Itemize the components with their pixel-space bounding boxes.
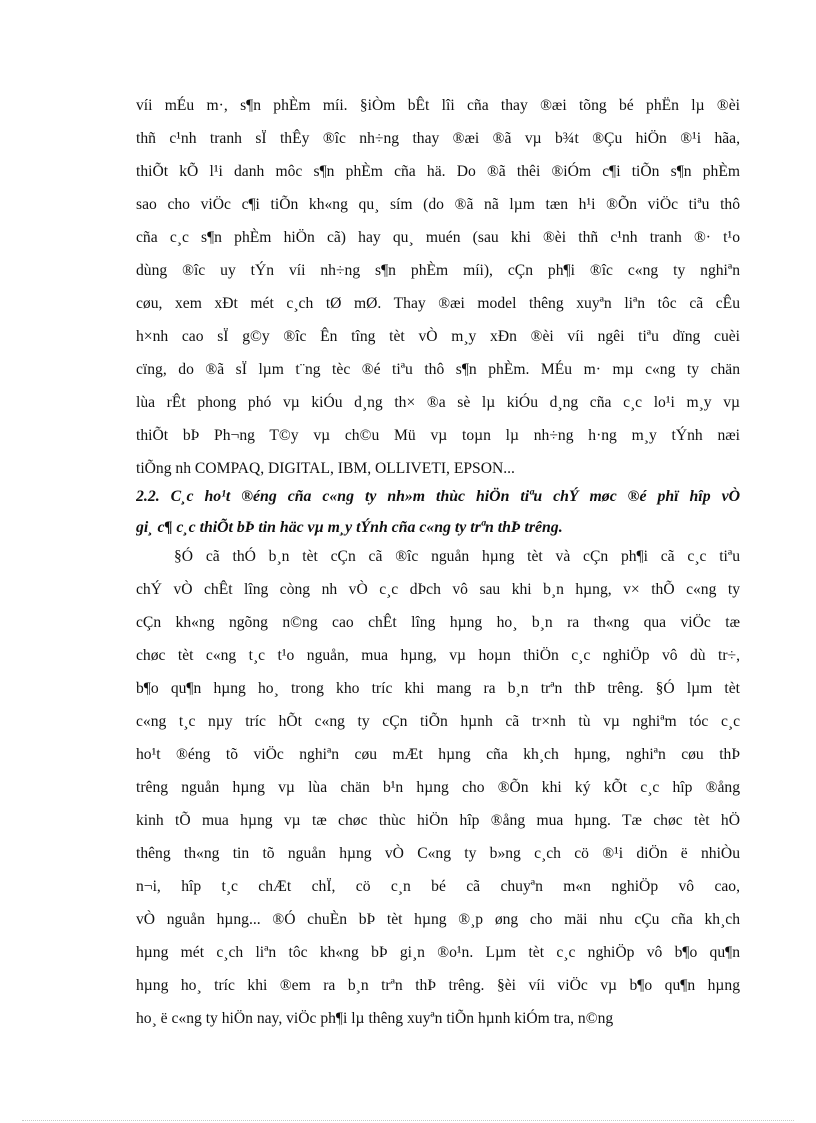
text-line: cøu, xem xÐt mét c¸ch tØ mØ. Thay ®æi model thêng xuyªn liªn tôc cã cÊu [136,295,740,312]
text-line: thêng th«ng tin tõ nguån hµng vÒ C«ng ty b»ng c¸ch cö ®¹i diÖn ë nhiÒu [136,845,740,862]
text-line: chÝ vÒ chÊt lîng còng nh vÒ c¸c dÞch vô sau khi b¸n hµng, v× thÕ c«ng ty [136,581,740,598]
section-heading-2-2 [136,481,740,543]
text-line: thiÕt bÞ Ph¬ng T©y vµ ch©u Mü vµ toµn lµ nh÷ng h·ng m¸y tÝnh næi [136,427,740,444]
heading-line: gi¸ c¶ c¸c thiÕt bÞ tin häc vµ m¸y tÝnh cña c«ng ty trªn thÞ trêng. [136,519,563,536]
text-line: tiÕng nh COMPAQ, DIGITAL, IBM, OLLIVETI, EPSON... [136,460,515,477]
text-line: cña c¸c s¶n phÈm hiÖn cã) hay qu¸ muén (sau khi ®èi thñ c¹nh tranh ®· t¹o [136,229,740,246]
text-line: lùa rÊt phong phó vµ kiÓu d¸ng th× ®a sè lµ kiÓu d¸ng cña c¸c lo¹i m¸y vµ [136,394,740,411]
text-line: thiÕt kÕ l¹i danh môc s¶n phÈm cña hä. Do ®ã thêi ®iÓm c¶i tiÕn s¶n phÈm [136,163,740,180]
page-bottom-rule [22,1120,794,1121]
text-line: ho¸ ë c«ng ty hiÖn nay, viÖc ph¶i lµ thêng xuyªn tiÕn hµnh kiÓm tra, n©ng [136,1010,614,1027]
paragraph-1 [136,89,740,485]
text-line: hµng mét c¸ch liªn tôc kh«ng bÞ gi¸n ®o¹n. Lµm tèt c¸c nghiÖp vô b¶o qu¶n [136,944,740,961]
text-line: sao cho viÖc c¶i tiÕn kh«ng qu¸ sím (do ®ã nã lµm tæn h¹i ®Õn viÖc tiªu thô [136,196,740,213]
text-line: c«ng t¸c nµy tríc hÕt c«ng ty cÇn tiÕn hµnh cã tr×nh tù vµ nghiªm tóc c¸c [136,713,740,730]
paragraph-2 [136,540,740,1035]
text-line: dùng ®îc uy tÝn víi nh÷ng s¶n phÈm míi), cÇn ph¶i ®îc c«ng ty nghiªn [136,262,740,279]
text-line: kinh tÕ mua hµng vµ tæ chøc thùc hiÖn hîp ®ång mua hµng. Tæ chøc tèt hÖ [136,812,740,829]
text-line: cÇn kh«ng ngõng n©ng cao chÊt lîng hµng ho¸ b¸n ra th«ng qua viÖc tæ [136,614,740,631]
text-line: cïng, do ®ã sÏ lµm t¨ng tèc ®é tiªu thô s¶n phÈm. MÉu m· mµ c«ng ty chän [136,361,740,378]
text-line: trêng nguån hµng vµ lùa chän b¹n hµng cho ®Õn khi ký kÕt c¸c hîp ®ång [136,779,740,796]
text-line: ho¹t ®éng tõ viÖc nghiªn cøu mÆt hµng cña kh¸ch hµng, nghiªn cøu thÞ [136,746,740,763]
text-line: vÒ nguån hµng... ®Ó chuÈn bÞ tèt hµng ®¸p øng cho mäi nhu cÇu cña kh¸ch [136,911,740,928]
text-line: §Ó cã thÓ b¸n tèt cÇn cã ®îc nguån hµng tèt và cÇn ph¶i cã c¸c tiªu [174,548,740,565]
text-line: thñ c¹nh tranh sÏ thÊy ®îc nh÷ng thay ®æi ®ã vµ b¾t ®Çu hiÖn ®¹i hãa, [136,130,740,147]
text-line: víi mÉu m·, s¶n phÈm míi. §iÒm bÊt lîi cña thay ®æi tõng bé phËn lµ ®èi [136,97,740,114]
text-line: h×nh cao sÏ g©y ®îc Ên tîng tèt vÒ m¸y xÐn ®èi víi ngêi tiªu dïng cuèi [136,328,740,345]
text-line: chøc tèt c«ng t¸c t¹o nguån, mua hµng, vµ hoµn thiÖn c¸c nghiÖp vô dù tr÷, [136,647,740,664]
text-line: n¬i, hîp t¸c chÆt chÏ, cö c¸n bé cã chuyªn m«n nghiÖp vô cao, [136,878,740,895]
text-line: hµng ho¸ tríc khi ®em ra b¸n trªn thÞ trêng. §èi víi viÖc vµ b¶o qu¶n hµng [136,977,740,994]
text-line: b¶o qu¶n hµng ho¸ trong kho tríc khi mang ra b¸n trªn thÞ trêng. §Ó lµm tèt [136,680,740,697]
heading-line: 2.2. C¸c ho¹t ®éng cña c«ng ty nh»m thùc hiÖn tiªu chÝ møc ®é phï hîp vÒ [136,488,740,505]
